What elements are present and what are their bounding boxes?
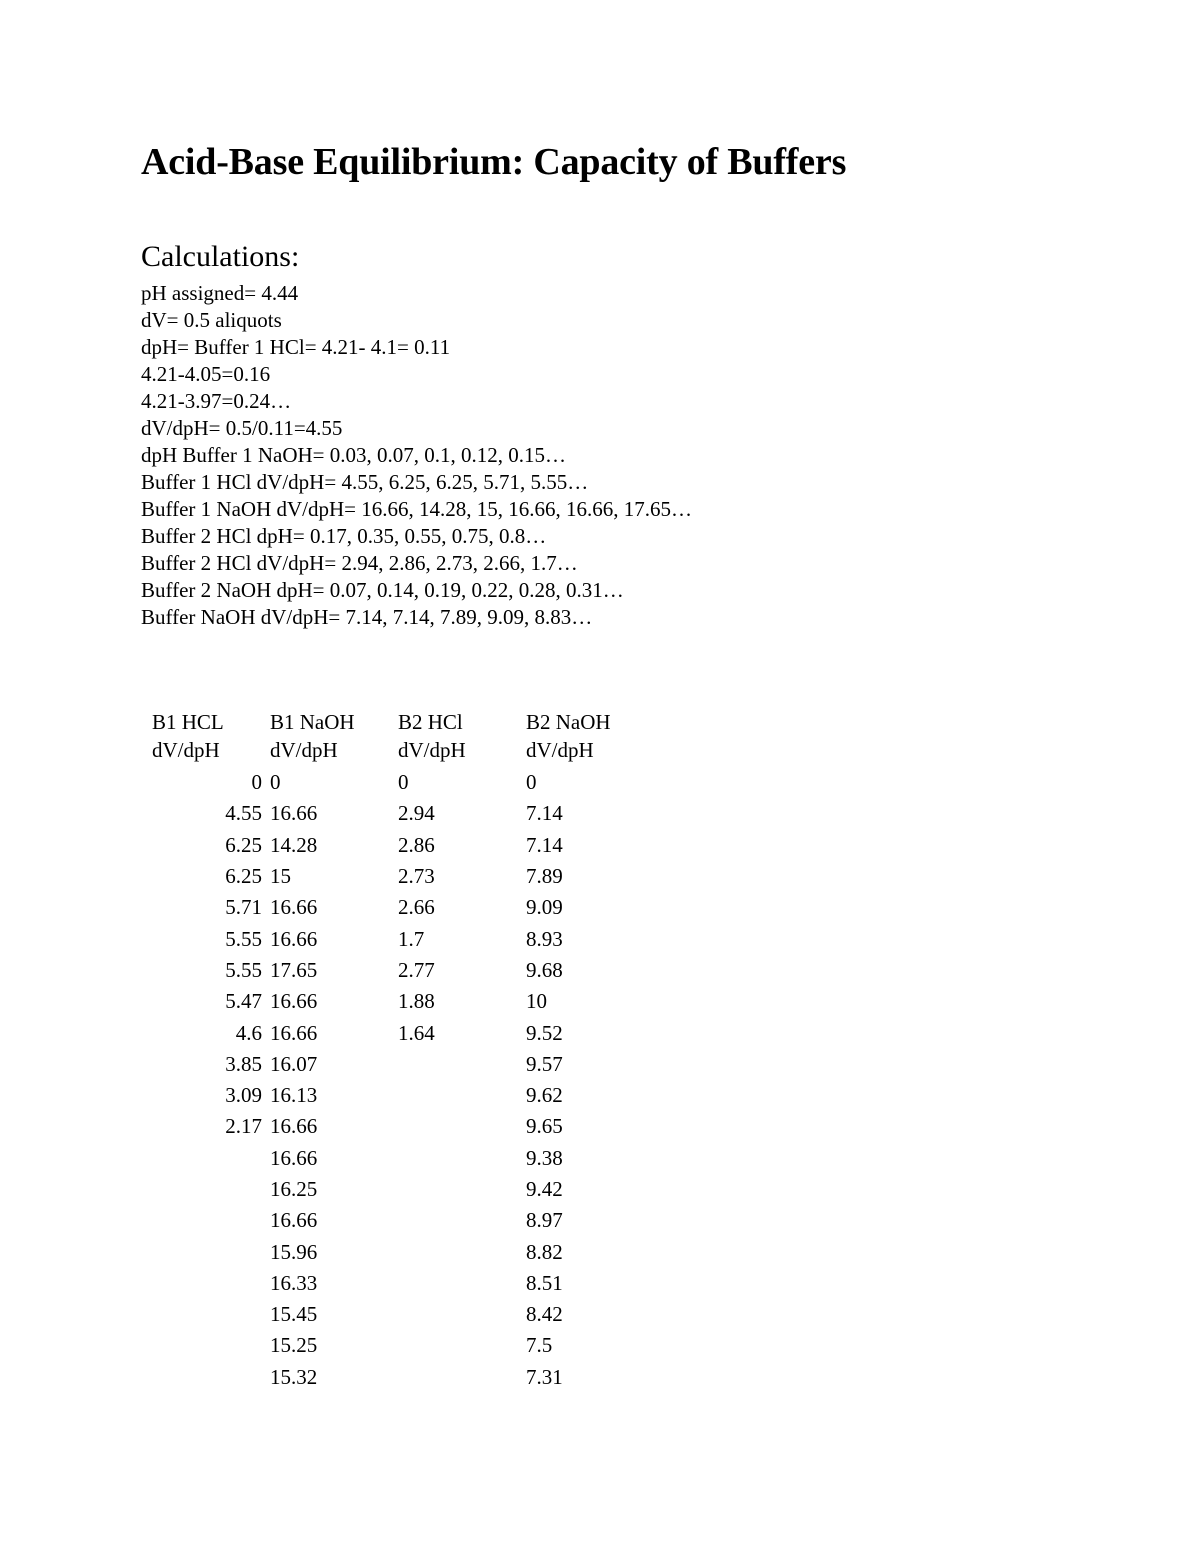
table-cell: 7.31 — [526, 1364, 563, 1389]
table-cell — [394, 1049, 522, 1080]
table-cell: 16.66 — [270, 1114, 318, 1139]
column-header — [522, 708, 650, 767]
table-cell — [394, 1205, 522, 1236]
table-cell: 2.77 — [398, 957, 435, 982]
table-cell: 3.85 — [225, 1051, 262, 1076]
table-row — [148, 1111, 650, 1142]
table-cell — [148, 1205, 266, 1236]
calculation-line: 4.21-3.97=0.24… — [141, 389, 292, 413]
table-cell: 2.86 — [398, 832, 435, 857]
calculation-line: pH assigned= 4.44 — [141, 281, 299, 305]
table-row — [148, 1299, 650, 1330]
table-cell: 7.14 — [526, 832, 563, 857]
table-cell: 4.55 — [225, 801, 262, 826]
table-cell: 5.71 — [225, 895, 262, 920]
table-cell: 14.28 — [270, 832, 318, 857]
table-cell: 9.42 — [526, 1177, 563, 1201]
table-cell: 1.88 — [398, 989, 435, 1014]
column-header-line: B1 HCL — [152, 710, 224, 734]
table-cell: 16.66 — [270, 1145, 318, 1170]
table-cell — [394, 1268, 522, 1299]
table-row — [148, 767, 650, 798]
table-row — [148, 830, 650, 861]
column-header-line: B2 HCl — [398, 710, 463, 734]
calculations-list — [141, 280, 692, 631]
table-cell: 6.25 — [225, 864, 262, 889]
table-cell — [148, 1362, 266, 1393]
table-cell: 8.97 — [526, 1208, 563, 1233]
calculation-line: Buffer 1 HCl dV/dpH= 4.55, 6.25, 6.25, 5.71, 5.55… — [141, 470, 589, 494]
table-cell: 7.5 — [526, 1333, 553, 1358]
calculation-line: Buffer 1 NaOH dV/dpH= 16.66, 14.28, 15, 16.66, 16.66, 17.65… — [141, 497, 693, 521]
document-title: Acid-Base Equilibrium: Capacity of Buffers — [141, 141, 847, 183]
table-cell: 17.65 — [270, 957, 318, 982]
calculation-line: Buffer 2 HCl dpH= 0.17, 0.35, 0.55, 0.75, 0.8… — [141, 524, 547, 548]
table-row — [148, 861, 650, 892]
table-cell: 7.14 — [526, 801, 563, 826]
table-cell — [148, 1299, 266, 1330]
table-cell: 2.94 — [398, 801, 435, 826]
table-cell — [148, 1236, 266, 1267]
table-cell: 15.32 — [270, 1364, 318, 1389]
table-cell — [394, 1330, 522, 1361]
column-header — [266, 708, 394, 767]
table-row — [148, 798, 650, 829]
table-cell: 3.09 — [225, 1083, 262, 1108]
table-cell: 5.55 — [225, 957, 262, 982]
table-row — [148, 923, 650, 954]
table-cell — [394, 1236, 522, 1267]
table-cell: 15.96 — [270, 1239, 318, 1264]
table-cell: 16.33 — [270, 1270, 318, 1295]
table-cell: 5.55 — [225, 926, 262, 951]
table-row — [148, 955, 650, 986]
table-cell: 2.17 — [225, 1114, 262, 1139]
table-row — [148, 892, 650, 923]
table-row — [148, 1205, 650, 1236]
column-header — [394, 708, 522, 767]
table-row — [148, 1268, 650, 1299]
column-header-line: dV/dpH — [398, 738, 466, 762]
table-cell — [394, 1143, 522, 1174]
table-cell — [148, 1330, 266, 1361]
table-row — [148, 1174, 650, 1205]
table-cell: 1.7 — [398, 926, 425, 951]
table-cell: 8.82 — [526, 1239, 563, 1264]
table-body — [148, 767, 650, 1393]
table-cell: 9.57 — [526, 1051, 563, 1076]
column-header-line: dV/dpH — [526, 738, 594, 762]
table-cell: 15 — [270, 864, 291, 889]
calculations-heading: Calculations: — [141, 240, 300, 273]
table-cell: 16.66 — [270, 926, 318, 951]
table-cell: 15.25 — [270, 1333, 318, 1358]
table-cell — [394, 1080, 522, 1111]
table-cell: 16.66 — [270, 989, 318, 1014]
table-row — [148, 1236, 650, 1267]
table-cell: 2.73 — [398, 864, 435, 889]
calculation-line: Buffer 2 NaOH dpH= 0.07, 0.14, 0.19, 0.22, 0.28, 0.31… — [141, 578, 624, 602]
table-cell — [394, 1111, 522, 1142]
table-cell: 16.13 — [270, 1083, 318, 1108]
table-cell: 9.65 — [526, 1114, 563, 1139]
table-cell: 16.66 — [270, 1208, 318, 1233]
table-cell: 16.25 — [270, 1177, 318, 1201]
table-cell — [394, 1174, 522, 1205]
table-cell: 9.38 — [526, 1145, 563, 1170]
table-row — [148, 1362, 650, 1393]
table-cell: 0 — [251, 770, 262, 795]
table-cell: 16.66 — [270, 801, 318, 826]
table-cell — [148, 1268, 266, 1299]
table-row — [148, 1143, 650, 1174]
table-cell: 9.62 — [526, 1083, 563, 1108]
table-row — [148, 1049, 650, 1080]
table-cell: 8.42 — [526, 1302, 563, 1327]
table-row — [148, 986, 650, 1017]
column-header-line: B1 NaOH — [270, 710, 355, 734]
table-cell: 16.66 — [270, 895, 318, 920]
table-cell — [394, 1362, 522, 1393]
table-cell: 8.51 — [526, 1270, 563, 1295]
table-cell: 9.68 — [526, 957, 563, 982]
table-cell: 10 — [526, 989, 547, 1014]
table-cell: 16.66 — [270, 1020, 318, 1045]
table-cell: 15.45 — [270, 1302, 318, 1327]
column-header — [148, 708, 266, 767]
table-cell: 2.66 — [398, 895, 435, 920]
table-row — [148, 1017, 650, 1048]
header-row — [148, 708, 650, 767]
table-cell — [394, 1299, 522, 1330]
column-header-line: dV/dpH — [270, 738, 338, 762]
calculation-line: dpH= Buffer 1 HCl= 4.21- 4.1= 0.11 — [141, 335, 451, 359]
table-header — [148, 708, 650, 767]
calculation-line: Buffer NaOH dV/dpH= 7.14, 7.14, 7.89, 9.09, 8.83… — [141, 605, 593, 629]
table-cell: 0 — [398, 770, 409, 795]
table-cell: 0 — [526, 770, 537, 795]
dv-dph-table — [148, 708, 650, 1393]
table-cell: 9.52 — [526, 1020, 563, 1045]
table-cell: 5.47 — [225, 989, 262, 1014]
table-row — [148, 1080, 650, 1111]
calculation-line: 4.21-4.05=0.16 — [141, 362, 271, 386]
table-row — [148, 1330, 650, 1361]
calculation-line: dV/dpH= 0.5/0.11=4.55 — [141, 416, 343, 440]
table-cell: 4.6 — [235, 1020, 262, 1045]
calculation-line: dV= 0.5 aliquots — [141, 308, 282, 332]
table-cell: 7.89 — [526, 864, 563, 889]
table-cell — [148, 1143, 266, 1174]
table-cell — [148, 1174, 266, 1205]
table-cell: 6.25 — [225, 832, 262, 857]
column-header-line: dV/dpH — [152, 738, 220, 762]
calculation-line: dpH Buffer 1 NaOH= 0.03, 0.07, 0.1, 0.12, 0.15… — [141, 443, 567, 467]
table-cell: 9.09 — [526, 895, 563, 920]
column-header-line: B2 NaOH — [526, 710, 611, 734]
table-cell: 1.64 — [398, 1020, 435, 1045]
table-cell: 0 — [270, 770, 281, 795]
table-cell: 8.93 — [526, 926, 563, 951]
table-cell: 16.07 — [270, 1051, 318, 1076]
calculation-line: Buffer 2 HCl dV/dpH= 2.94, 2.86, 2.73, 2.66, 1.7… — [141, 551, 578, 575]
